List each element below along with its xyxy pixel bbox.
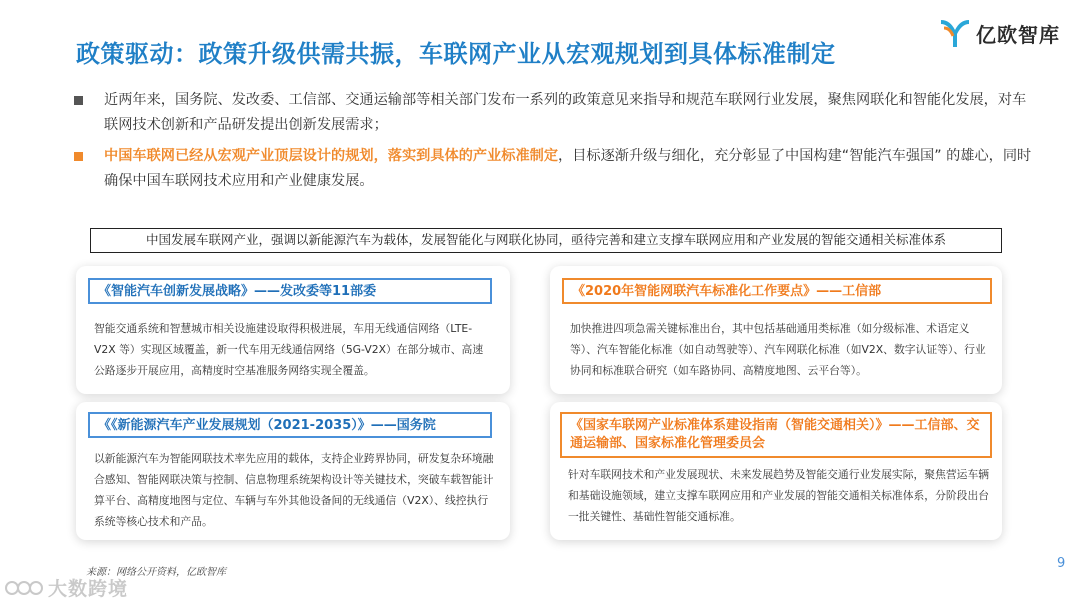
- watermark-text: 大数跨境: [48, 578, 129, 600]
- logo-text: 亿欧智库: [976, 22, 1060, 47]
- bullet-list: [74, 88, 1034, 200]
- watermark: [4, 574, 128, 601]
- policy-card: [550, 402, 1002, 540]
- policy-card-body: 智能交通系统和智慧城市相关设施建设取得积极进展，车用无线通信网络（LTE-V2X 等）实现区域覆盖，新一代车用无线通信网络（5G-V2X）在部分城市、高速公路逐步开展应用，高精度时空基准服务网络实现全覆盖。: [94, 322, 484, 377]
- policy-card: [76, 402, 510, 540]
- bullet-text: ，目标逐渐升级与细化，充分彰显了中国构建“智能汽车强国” 的雄心，同时确保中国车联网技术应用和产业健康发展。: [104, 148, 1032, 189]
- summary-banner: 中国发展车联网产业，强调以新能源汽车为载体，发展智能化与网联化协同，亟待完善和建立支撑车联网应用和产业发展的智能交通相关标准体系: [90, 228, 1002, 253]
- watermark-logo-icon: [4, 577, 44, 599]
- bullet-highlight: 中国车联网已经从宏观产业顶层设计的规划，落实到具体的产业标准制定: [104, 148, 559, 164]
- policy-card: [550, 266, 1002, 394]
- source-note: 来源：网络公开资料，亿欧智库: [86, 567, 226, 578]
- policy-card-body: 以新能源汽车为智能网联技术率先应用的载体，支持企业跨界协同，研发复杂环境融合感知、智能网联决策与控制、信息物理系统架构设计等关键技术，突破车载智能计算平台、高精度地图与定位、车辆与车外其他设备间的无线通信（V2X）、线控执行系统等核心技术和产品。: [94, 452, 494, 528]
- brand-logo: [938, 16, 1060, 50]
- bullet-text: 近两年来，国务院、发改委、工信部、交通运输部等相关部门发布一系列的政策意见来指导和规范车联网行业发展，聚焦网联化和智能化发展，对车联网技术创新和产品研发提出创新发展需求；: [104, 92, 1027, 133]
- bullet-item: [74, 144, 1034, 194]
- yiou-logo-icon: [938, 16, 972, 50]
- page-title: 政策驱动：政策升级供需共振，车联网产业从宏观规划到具体标准制定: [76, 40, 836, 68]
- square-bullet-icon: [74, 96, 83, 105]
- policy-card-title: 《国家车联网产业标准体系建设指南（智能交通相关）》——工信部、交通运输部、国家标准化管理委员会: [560, 412, 992, 458]
- square-bullet-icon: [74, 152, 83, 161]
- policy-card-body: 加快推进四项急需关键标准出台，其中包括基础通用类标准（如分级标准、术语定义等）、汽车智能化标准（如自动驾驶等）、汽车网联化标准（如V2X、数字认证等）、行业协同和标准联合研究（如车路协同、高精度地图、云平台等）。: [570, 322, 986, 377]
- policy-card-title: 《《新能源汽车产业发展规划（2021-2035）》——国务院: [88, 412, 492, 438]
- policy-card-body: 针对车联网技术和产业发展现状、未来发展趋势及智能交通行业发展实际，聚焦营运车辆和基础设施领域，建立支撑车联网应用和产业发展的智能交通相关标准体系，分阶段出台一批关键性、基础性智能交通标准。: [568, 468, 990, 523]
- policy-card: [76, 266, 510, 394]
- bullet-item: [74, 88, 1034, 138]
- policy-card-title: 《2020年智能网联汽车标准化工作要点》——工信部: [562, 278, 992, 304]
- page-number: 9: [1057, 556, 1066, 571]
- policy-card-title: 《智能汽车创新发展战略》——发改委等11部委: [88, 278, 492, 304]
